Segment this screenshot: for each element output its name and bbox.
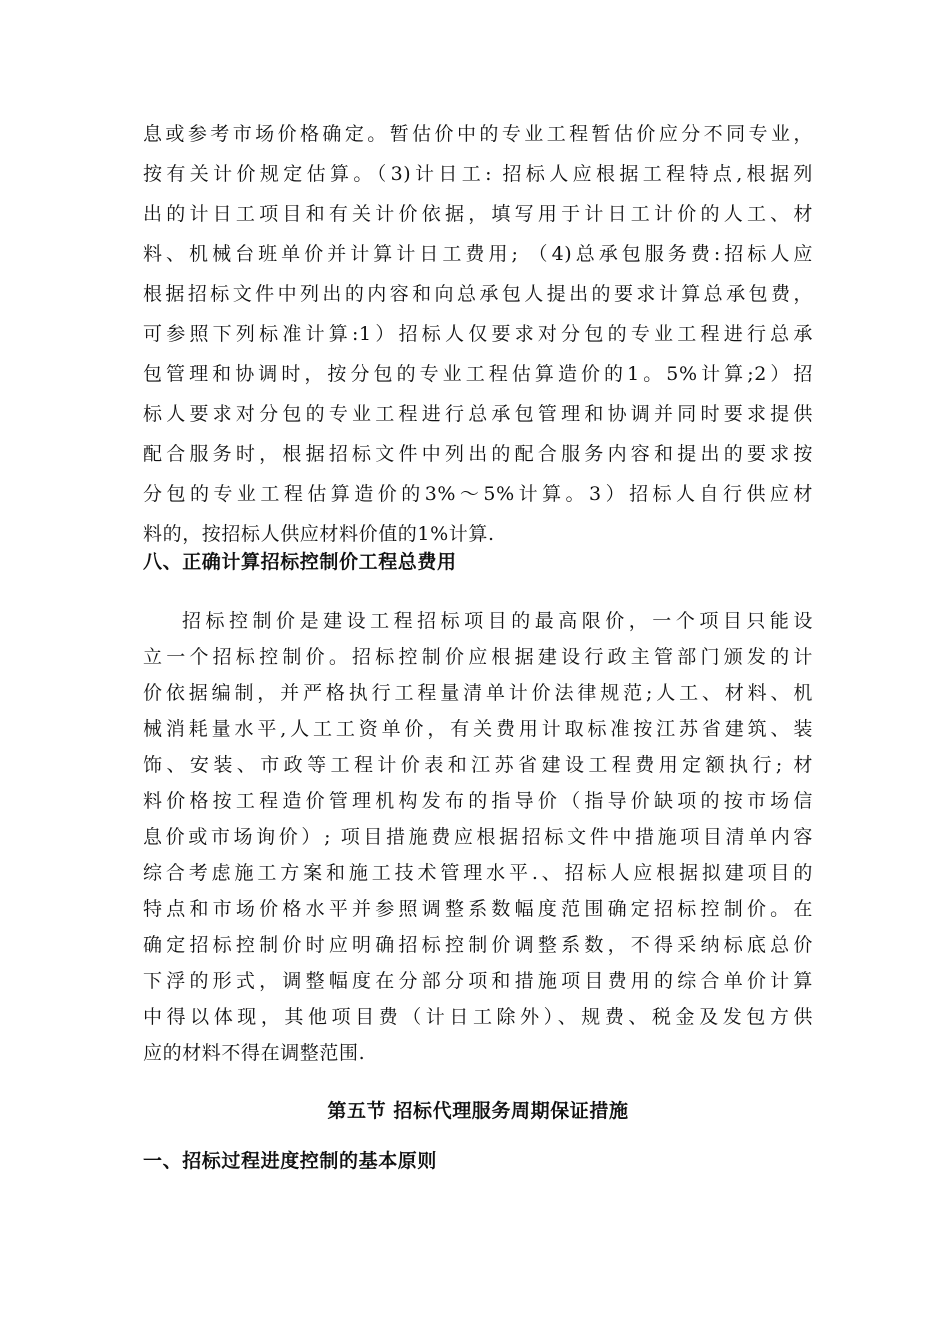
- paragraph-line-first: 招标控制价是建设工程招标项目的最高限价，一个项目只能设: [182, 610, 813, 632]
- paragraph-line: 可参照下列标准计算:1）招标人仅要求对分包的专业工程进行总承: [143, 323, 813, 345]
- paragraph-line-last: 料的，按招标人供应材料价值的1%计算.: [143, 523, 495, 545]
- paragraph-line: 分包的专业工程估算造价的3%～5%计算。3）招标人自行供应材: [143, 483, 813, 505]
- paragraph-line: 下浮的形式，调整幅度在分部分项和措施项目费用的综合单价计算: [143, 970, 813, 992]
- section-heading: 八、正确计算招标控制价工程总费用: [143, 551, 457, 573]
- paragraph-line: 确定招标控制价时应明确招标控制价调整系数，不得采纳标底总价: [143, 934, 813, 956]
- paragraph-line: 标人要求对分包的专业工程进行总承包管理和协调并同时要求提供: [143, 403, 813, 425]
- paragraph-line: 根据招标文件中列出的内容和向总承包人提出的要求计算总承包费，: [143, 283, 813, 305]
- paragraph-line: 中得以体现，其他项目费（计日工除外）、规费、税金及发包方供: [143, 1006, 813, 1028]
- paragraph-line: 料价格按工程造价管理机构发布的指导价（指导价缺项的按市场信: [143, 790, 813, 812]
- section-title: 第五节 招标代理服务周期保证措施: [327, 1100, 629, 1122]
- paragraph-line: 包管理和协调时，按分包的专业工程估算造价的1。5%计算;2）招: [143, 363, 813, 385]
- paragraph-line: 息价或市场询价）; 项目措施费应根据招标文件中措施项目清单内容: [143, 826, 813, 848]
- paragraph-line: 配合服务时，根据招标文件中列出的配合服务内容和提出的要求按: [143, 443, 813, 465]
- section-heading: 一、招标过程进度控制的基本原则: [143, 1150, 438, 1172]
- paragraph-line-last: 应的材料不得在调整范围.: [143, 1042, 366, 1064]
- paragraph-line: 特点和市场价格水平并参照调整系数幅度范围确定招标控制价。在: [143, 898, 813, 920]
- paragraph-line: 息或参考市场价格确定。暂估价中的专业工程暂估价应分不同专业，: [143, 123, 813, 145]
- paragraph-line: 饰、安装、市政等工程计价表和江苏省建设工程费用定额执行; 材: [143, 754, 813, 776]
- paragraph-line: 械消耗量水平,人工工资单价，有关费用计取标准按江苏省建筑、装: [143, 718, 813, 740]
- paragraph-line: 立一个招标控制价。招标控制价应根据建设行政主管部门颁发的计: [143, 646, 813, 668]
- paragraph-line: 料、机械台班单价并计算计日工费用; （4)总承包服务费:招标人应: [143, 243, 813, 265]
- paragraph-line: 价依据编制，并严格执行工程量清单计价法律规范;人工、材料、机: [143, 682, 813, 704]
- paragraph-line: 按有关计价规定估算。（3)计日工: 招标人应根据工程特点,根据列: [143, 163, 813, 185]
- paragraph-line: 出的计日工项目和有关计价依据，填写用于计日工计价的人工、材: [143, 203, 813, 225]
- paragraph-line: 综合考虑施工方案和施工技术管理水平.、招标人应根据拟建项目的: [143, 862, 813, 884]
